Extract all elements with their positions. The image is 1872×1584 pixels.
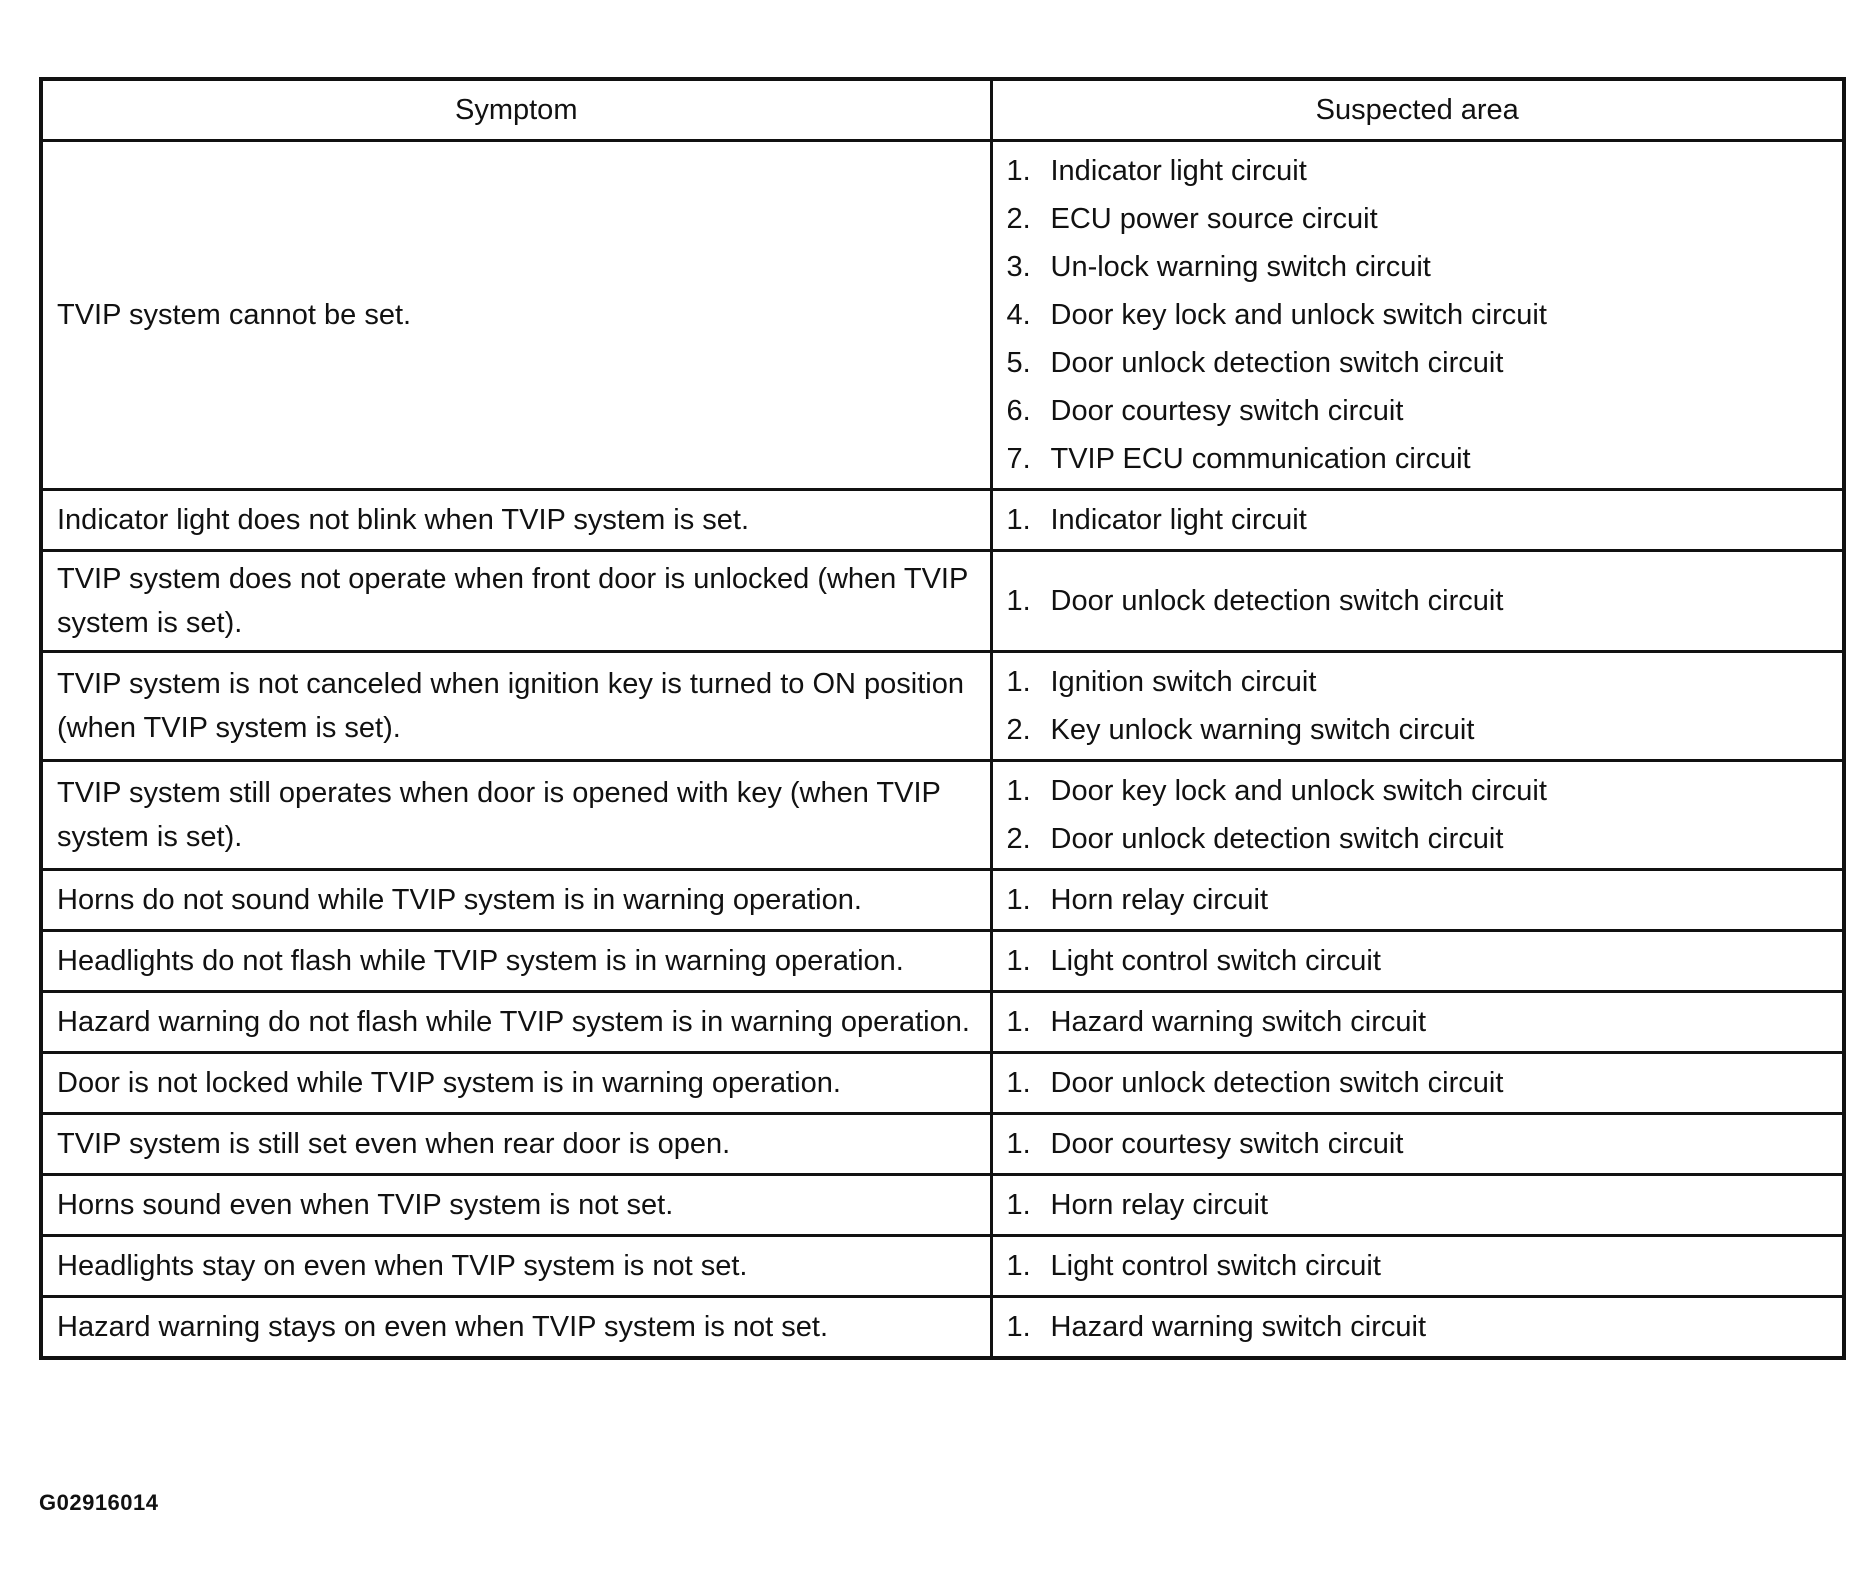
item-number: 6. (1006, 395, 1031, 427)
suspected-area-cell (991, 490, 1844, 551)
item-number: 2. (1006, 714, 1031, 746)
table-row (41, 141, 1844, 490)
suspected-area-cell (991, 992, 1844, 1053)
suspected-area-item (1007, 1059, 1833, 1107)
item-text: Light control switch circuit (1050, 945, 1381, 977)
suspected-area-item (1007, 1303, 1833, 1351)
table-row (41, 870, 1844, 931)
symptom-cell: TVIP system is not canceled when ignition key is turned to ON position (when TVIP system is set). (41, 652, 991, 761)
suspected-area-item (1007, 195, 1833, 243)
item-text: Horn relay circuit (1050, 884, 1269, 916)
item-number: 2. (1006, 203, 1031, 235)
table-row (41, 1236, 1844, 1297)
suspected-area-item (1007, 435, 1833, 483)
suspected-area-list (1007, 147, 1833, 483)
suspected-area-list (1007, 496, 1833, 544)
symptom-table (39, 77, 1846, 1360)
symptom-cell: Hazard warning do not flash while TVIP system is in warning operation. (41, 992, 991, 1053)
suspected-area-list (1007, 577, 1833, 625)
item-text: Door courtesy switch circuit (1050, 1128, 1404, 1160)
suspected-area-item (1007, 339, 1833, 387)
table-row (41, 1114, 1844, 1175)
item-number: 2. (1006, 823, 1031, 855)
table-row (41, 1297, 1844, 1359)
suspected-area-item (1007, 387, 1833, 435)
item-text: Hazard warning switch circuit (1050, 1311, 1427, 1343)
table-row (41, 761, 1844, 870)
item-text: Horn relay circuit (1050, 1189, 1269, 1221)
suspected-area-cell (991, 652, 1844, 761)
item-number: 1. (1006, 666, 1031, 698)
suspected-area-list (1007, 1181, 1833, 1229)
item-text: Indicator light circuit (1050, 155, 1307, 187)
suspected-area-list (1007, 937, 1833, 985)
symptom-cell: TVIP system is still set even when rear door is open. (41, 1114, 991, 1175)
item-number: 1. (1006, 155, 1031, 187)
item-number: 1. (1006, 775, 1031, 807)
suspected-area-cell (991, 551, 1844, 652)
suspected-area-item (1007, 291, 1833, 339)
suspected-area-item (1007, 1242, 1833, 1290)
table-row (41, 551, 1844, 652)
symptom-cell: Indicator light does not blink when TVIP system is set. (41, 490, 991, 551)
suspected-area-cell (991, 761, 1844, 870)
item-text: Door unlock detection switch circuit (1050, 585, 1504, 617)
item-text: Door key lock and unlock switch circuit (1050, 299, 1547, 331)
item-number: 1. (1006, 585, 1031, 617)
symptom-cell: Headlights do not flash while TVIP system is in warning operation. (41, 931, 991, 992)
table-row (41, 1175, 1844, 1236)
suspected-area-item (1007, 147, 1833, 195)
item-number: 1. (1006, 1189, 1031, 1221)
suspected-area-item (1007, 815, 1833, 863)
table-row (41, 992, 1844, 1053)
symptom-cell: Horns sound even when TVIP system is not set. (41, 1175, 991, 1236)
item-text: Un-lock warning switch circuit (1050, 251, 1431, 283)
table-row (41, 931, 1844, 992)
suspected-area-item (1007, 1120, 1833, 1168)
suspected-area-list (1007, 876, 1833, 924)
suspected-area-item (1007, 1181, 1833, 1229)
item-text: Key unlock warning switch circuit (1050, 714, 1475, 746)
suspected-area-column-header: Suspected area (991, 79, 1844, 141)
item-text: ECU power source circuit (1050, 203, 1378, 235)
suspected-area-item (1007, 998, 1833, 1046)
symptom-cell: TVIP system cannot be set. (41, 141, 991, 490)
item-text: Door courtesy switch circuit (1050, 395, 1404, 427)
suspected-area-cell (991, 870, 1844, 931)
symptom-cell: TVIP system does not operate when front door is unlocked (when TVIP system is set). (41, 551, 991, 652)
item-text: TVIP ECU communication circuit (1050, 443, 1471, 475)
table-row (41, 490, 1844, 551)
suspected-area-item (1007, 658, 1833, 706)
item-number: 1. (1006, 1250, 1031, 1282)
item-number: 1. (1006, 504, 1031, 536)
item-number: 7. (1006, 443, 1031, 475)
item-text: Door key lock and unlock switch circuit (1050, 775, 1547, 807)
symptom-cell: Door is not locked while TVIP system is in warning operation. (41, 1053, 991, 1114)
suspected-area-list (1007, 1242, 1833, 1290)
suspected-area-list (1007, 998, 1833, 1046)
suspected-area-cell (991, 1297, 1844, 1359)
symptom-column-header: Symptom (41, 79, 991, 141)
item-text: Door unlock detection switch circuit (1050, 347, 1504, 379)
suspected-area-item (1007, 876, 1833, 924)
item-number: 4. (1006, 299, 1031, 331)
suspected-area-cell (991, 931, 1844, 992)
suspected-area-item (1007, 243, 1833, 291)
item-number: 1. (1006, 1311, 1031, 1343)
suspected-area-list (1007, 1120, 1833, 1168)
item-text: Door unlock detection switch circuit (1050, 823, 1504, 855)
symptom-cell: Hazard warning stays on even when TVIP system is not set. (41, 1297, 991, 1359)
table-header-row (41, 79, 1844, 141)
item-number: 1. (1006, 1128, 1031, 1160)
suspected-area-cell (991, 1114, 1844, 1175)
suspected-area-list (1007, 767, 1833, 863)
suspected-area-cell (991, 1053, 1844, 1114)
suspected-area-cell (991, 1236, 1844, 1297)
symptom-cell: Horns do not sound while TVIP system is in warning operation. (41, 870, 991, 931)
suspected-area-list (1007, 1059, 1833, 1107)
item-number: 5. (1006, 347, 1031, 379)
symptom-cell: TVIP system still operates when door is opened with key (when TVIP system is set). (41, 761, 991, 870)
table-row (41, 652, 1844, 761)
item-number: 1. (1006, 1067, 1031, 1099)
item-number: 1. (1006, 945, 1031, 977)
suspected-area-cell (991, 1175, 1844, 1236)
item-text: Door unlock detection switch circuit (1050, 1067, 1504, 1099)
suspected-area-item (1007, 767, 1833, 815)
item-number: 3. (1006, 251, 1031, 283)
item-number: 1. (1006, 1006, 1031, 1038)
item-text: Light control switch circuit (1050, 1250, 1381, 1282)
table-body (41, 141, 1844, 1359)
suspected-area-item (1007, 706, 1833, 754)
item-text: Ignition switch circuit (1050, 666, 1317, 698)
suspected-area-item (1007, 496, 1833, 544)
item-text: Hazard warning switch circuit (1050, 1006, 1427, 1038)
suspected-area-list (1007, 658, 1833, 754)
symptom-cell: Headlights stay on even when TVIP system is not set. (41, 1236, 991, 1297)
figure-code: G02916014 (39, 1490, 159, 1515)
suspected-area-cell (991, 141, 1844, 490)
item-text: Indicator light circuit (1050, 504, 1307, 536)
table-row (41, 1053, 1844, 1114)
suspected-area-item (1007, 937, 1833, 985)
item-number: 1. (1006, 884, 1031, 916)
suspected-area-item (1007, 577, 1833, 625)
suspected-area-list (1007, 1303, 1833, 1351)
